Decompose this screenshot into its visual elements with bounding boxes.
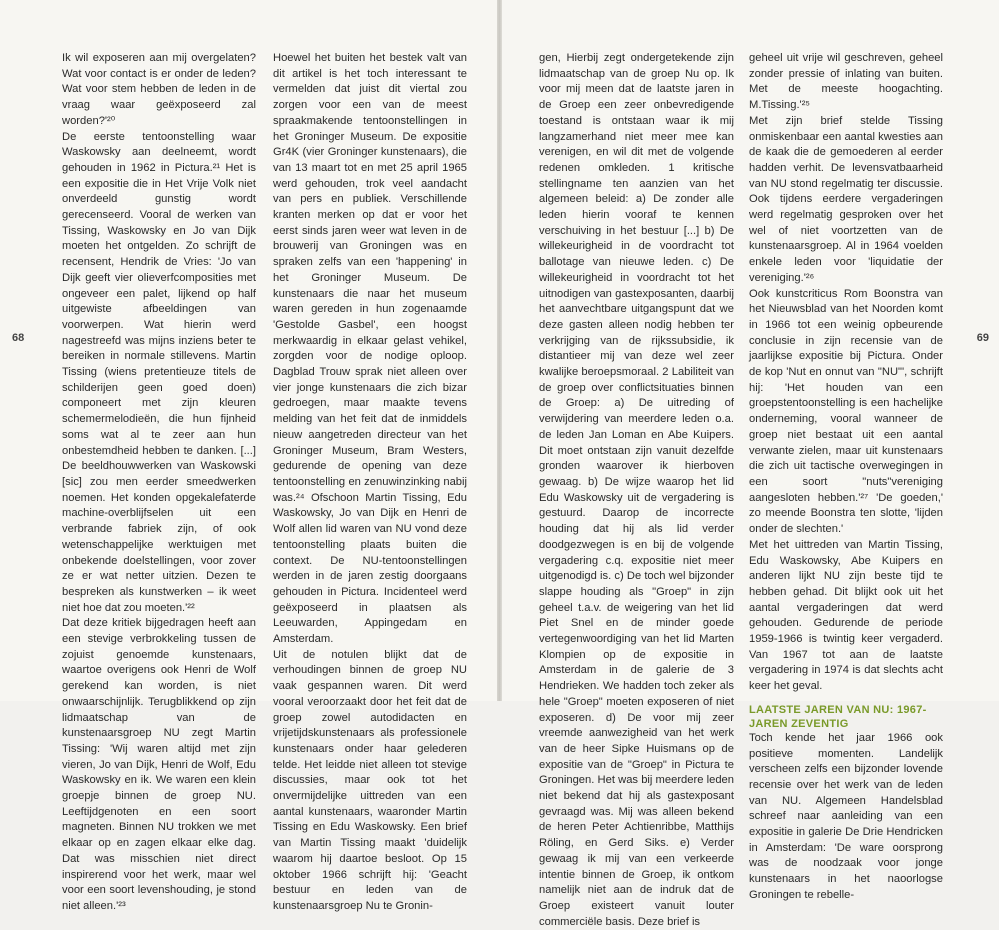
paragraph: geheel uit vrije wil geschreven, geheel zonder pressie of inlating van buiten. Met de meeste hoogachting. M.Tissing.'²⁵ — [749, 52, 943, 112]
paragraph: Met zijn brief stelde Tissing onmiskenbaar een aantal kwesties aan de kaak die de gemoederen al eerder hadden verhit. De levensvatbaarheid van NU stond regelmatig ter discussie. Ook tijdens eerdere vergaderingen werd regelmatig gesproken over het wel of niet voortzetten van de kunstenaarsgroep. Al in 1964 voelden enkele leden voor 'liquidatie der vereniging.'²⁶ — [749, 114, 943, 284]
paragraph: Hoewel het buiten het bestek valt van dit artikel is het toch interessant te vermelden dat juist dit viertal zou zorgen voor een van de meest spraakmakende tentoonstellingen in het Groninger Museum. De expositie Gr4K (vier Groninger kunstenaars), die van 13 maart tot en met 25 april 1965 werd gehouden, trok veel aandacht van pers en publiek. Verschillende kranten merken op dat er voor het eerst sinds jaren weer wat leven in de brouwerij van Groningen was en spraken zelfs van een 'happening' in het Groninger Museum. De kunstenaars die naar het museum waren gereden in hun zogenaamde 'Gestolde Gasbel', een hoogst merkwaardig in elkaar gelast vehikel, zorgden voor de nodige oploop. Dagblad Trouw sprak niet alleen over vier jonge kunstenaars die zich bizar gedroegen, maar maakte tevens melding van het feit dat de inmiddels nieuw aangetreden directeur van het Groninger Museum, Bram Westers, gedurende de opening van deze tentoonstelling en zenuwinzinking nabij was.²⁴ Ofschoon Martin Tissing, Edu Waskowsky, Jo van Dijk en Henri de Wolf allen lid waren van NU vond deze tentoonstelling plaats buiten die context. De NU-tentoonstellingen werden in de jaren zestig doorgaans gehouden in Pictura. Incidenteel werd geëxposeerd in plaatsen als Leeuwarden, Appingedam en Amsterdam. — [273, 52, 467, 646]
right-page — [502, 0, 999, 928]
paragraph: Toch kende het jaar 1966 ook positieve momenten. Landelijk verscheen zelfs een bijzonder lovende recensie over het werk van de leden van NU. Algemeen Handelsblad schreef naar aanleiding van een expositie in galerie De Drie Hendricken in Amsterdam: 'De ware oorsprong was de noodzaak voor jonge kunstenaars in het naoorlogse Groningen te rebelle- — [749, 731, 943, 901]
page-number-left: 68 — [12, 332, 25, 344]
page-number-right: 69 — [976, 332, 989, 344]
paragraph: Dat deze kritiek bijgedragen heeft aan een stevige verbrokkeling tussen de zojuist genoemde kunstenaars, waartoe overigens ook Henri de Wolf gerekend kan worden, is niet onwaarschijnlijk. Terugblikkend op zijn lidmaatschap van de kunstenaarsgroep NU zegt Martin Tissing: 'Wij waren altijd met zijn vieren, Jo van Dijk, Henri de Wolf, Edu Waskowsky en ik. We waren een klein groepje binnen de groep NU. Leeftijdgenoten en een soort magneten. Binnen NU trokken we met elkaar op en zagen elkaar elke dag. Dat was misschien niet direct inspirerend voor het werk, maar wel voor een soort levenshouding, je stond niet alleen.'²³ — [62, 617, 256, 912]
paragraph: Uit de notulen blijkt dat de verhoudingen binnen de groep NU vaak gespannen waren. Dit werd vooral veroorzaakt door het feit dat de groep zowel autodidacten en vrijetijdskunstenaars als professionele kunstenaars onder haar gelederen telde. Het leidde niet alleen tot stevige discussies, maar ook tot het onvermijdelijke uittreden van een aantal kunstenaars, waaronder Martin Tissing en Edu Waskowsky. Een brief van Martin Tissing maakt 'duidelijk waarom hij daartoe besloot. Op 15 oktober 1966 schrijft hij: 'Geacht bestuur en leden van de kunstenaarsgroep Nu te Gronin- — [273, 648, 467, 912]
paragraph: Ik wil exposeren aan mij overgelaten? Wat voor contact is er onder de leden? Wat voor stem hebben de leden in de vraag waar geëxposeerd zal worden?'²⁰ — [62, 52, 256, 127]
text-column-3 — [539, 51, 734, 928]
section-heading: LAATSTE JAREN VAN NU: 1967-JAREN ZEVENTIG — [749, 703, 927, 730]
paragraph: De eerste tentoonstelling waar Waskowsky aan deelneemt, wordt gehouden in 1962 in Pictura.²¹ Het is een expositie die in Het Vrije Volk niet onverdeeld gunstig wordt gerecenseerd. Vooral de werken van Tissing, Waskowsky en Jo van Dijk moeten het ontgelden. Zo schrijft de recensent, Hendrik de Vries: 'Jo van Dijk geeft vier olieverfcomposities met ongeveer een palet, lijkend op half uitgewiste afbeeldingen van voorwerpen. Wat hierin werd nagestreefd was mijns inziens beter te bereiken in normale stillevens. Martin Tissing (wiens pretentieuze titels de schilderijen geen goed doen) componeert met zijn kleuren schemermelodieën, die hun fijnheid soms wat al te zeer aan hun onbestemdheid hebben te danken. [...] De beeldhouwwerken van Waskowski [sic] zou men eerder smeedwerken noemen. Het konden opgekalefaterde machine-overblijfselen uit een verbrande fabriek zijn, of ook wetenschappelijke werktuigen met onbekende doelstellingen, voor zover ze er wat netter uitzien. Dezen te bespreken als kunstwerken – ik weet niet hoe dat zou moeten.'²² — [62, 130, 256, 614]
paragraph: gen, Hierbij zegt ondergetekende zijn lidmaatschap van de groep Nu op. Ik voor mij meen dat de laatste jaren in de Groep een zeer onbevredigende toestand is ontstaan waar ik mij langzamerhand niet meer mee kan verenigen, en wil dit met de volgende redenen omkleden. 1 kritische stellingname ten aanzien van het algemeen beleid: a) De zonder alle leden hierin vooraf te kennen verschuiving in het bestuur [...] b) De willekeurigheid in de voordracht tot ballotage van nieuwe leden. c) De willekeurigheid in voordracht tot het uitnodigen van gastexposanten, daarbij het aanvechtbare uitgangspunt dat we deze gasten alleen nodig hebben ter verkrijging van de rijkssubsidie, ik distantieer mij van deze wel zeer kwalijke beroepsmoraal. 2 Labiliteit van de groep over conflictsituaties binnen de Groep: a) De uitreding of verwijdering van meerdere leden o.a. de leden Jan Loman en Abe Kuipers. Dit moet ontstaan zijn vanuit dezelfde gronden waarover ik hierboven gewaag. b) De wijze waarop het lid Edu Waskowsky uit de vergadering is gestuurd. Daarop de incorrecte houding dat hij als lid verder doodgezwegen is en bij de volgende vergadering c.q. expositie niet meer uitgenodigd is. c) De toch wel bijzonder slappe houding als "Groep" in zijn geheel t.a.v. de weigering van het lid Piet Snel en de minder goede vertegenwoordiging van het lid Marten Klompien op de expositie in Amsterdam in de galerie de 3 Hendrieken. We hadden toch zeker als hele "Groep" moeten exposeren of niet exposeren. d) De voor mij zeer vreemde aanwezigheid van het werk van de heer Sipke Huismans op de expositie van de "Groep" in Pictura te Groningen. Het was bij meerdere leden niet bekend dat hij als gastexposant gevraagd was. Mij was alleen bekend de heren Peter Achtienribbe, Matthijs Röling, en Gerd Siks. e) Verder gewaag ik mij van een verkeerde intentie binnen de Groep, ik ontkom namelijk niet aan de indruk dat de Groep existeert vanuit louter commerciële basis. Deze brief is — [539, 52, 734, 928]
text-column-4 — [749, 51, 943, 901]
text-column-2 — [273, 51, 467, 912]
paragraph: Ook kunstcriticus Rom Boonstra van het Nieuwsblad van het Noorden komt in 1966 tot een weinig opbeurende conclusie in zijn recensie van de jaarlijkse expositie bij Pictura. Onder de kop 'Nut en onnut van "NU"', schrijft hij: 'Het houden van een groepstentoonstelling is een hachelijke onderneming, vooral wanneer de groep niet bestaat uit een aantal verwante zielen, maar uit kunstenaars die zich uit tactische overwegingen in een soort "nuts"vereniging aangesloten hebben.'²⁷ 'De goeden,' zo meende Boonstra ten slotte, 'lijden onder de slechten.' — [749, 287, 943, 536]
paragraph: Met het uittreden van Martin Tissing, Edu Waskowsky, Abe Kuipers en anderen lijkt NU zijn beste tijd te hebben gehad. Dit blijkt ook uit het aantal vergaderingen dat werd gehouden. Gedurende de periode 1959-1966 is twintig keer vergaderd. Van 1967 tot aan de laatste vergadering in 1974 is dat slechts acht keer het geval. — [749, 538, 943, 693]
left-page — [0, 0, 497, 912]
text-column-1 — [62, 51, 256, 912]
